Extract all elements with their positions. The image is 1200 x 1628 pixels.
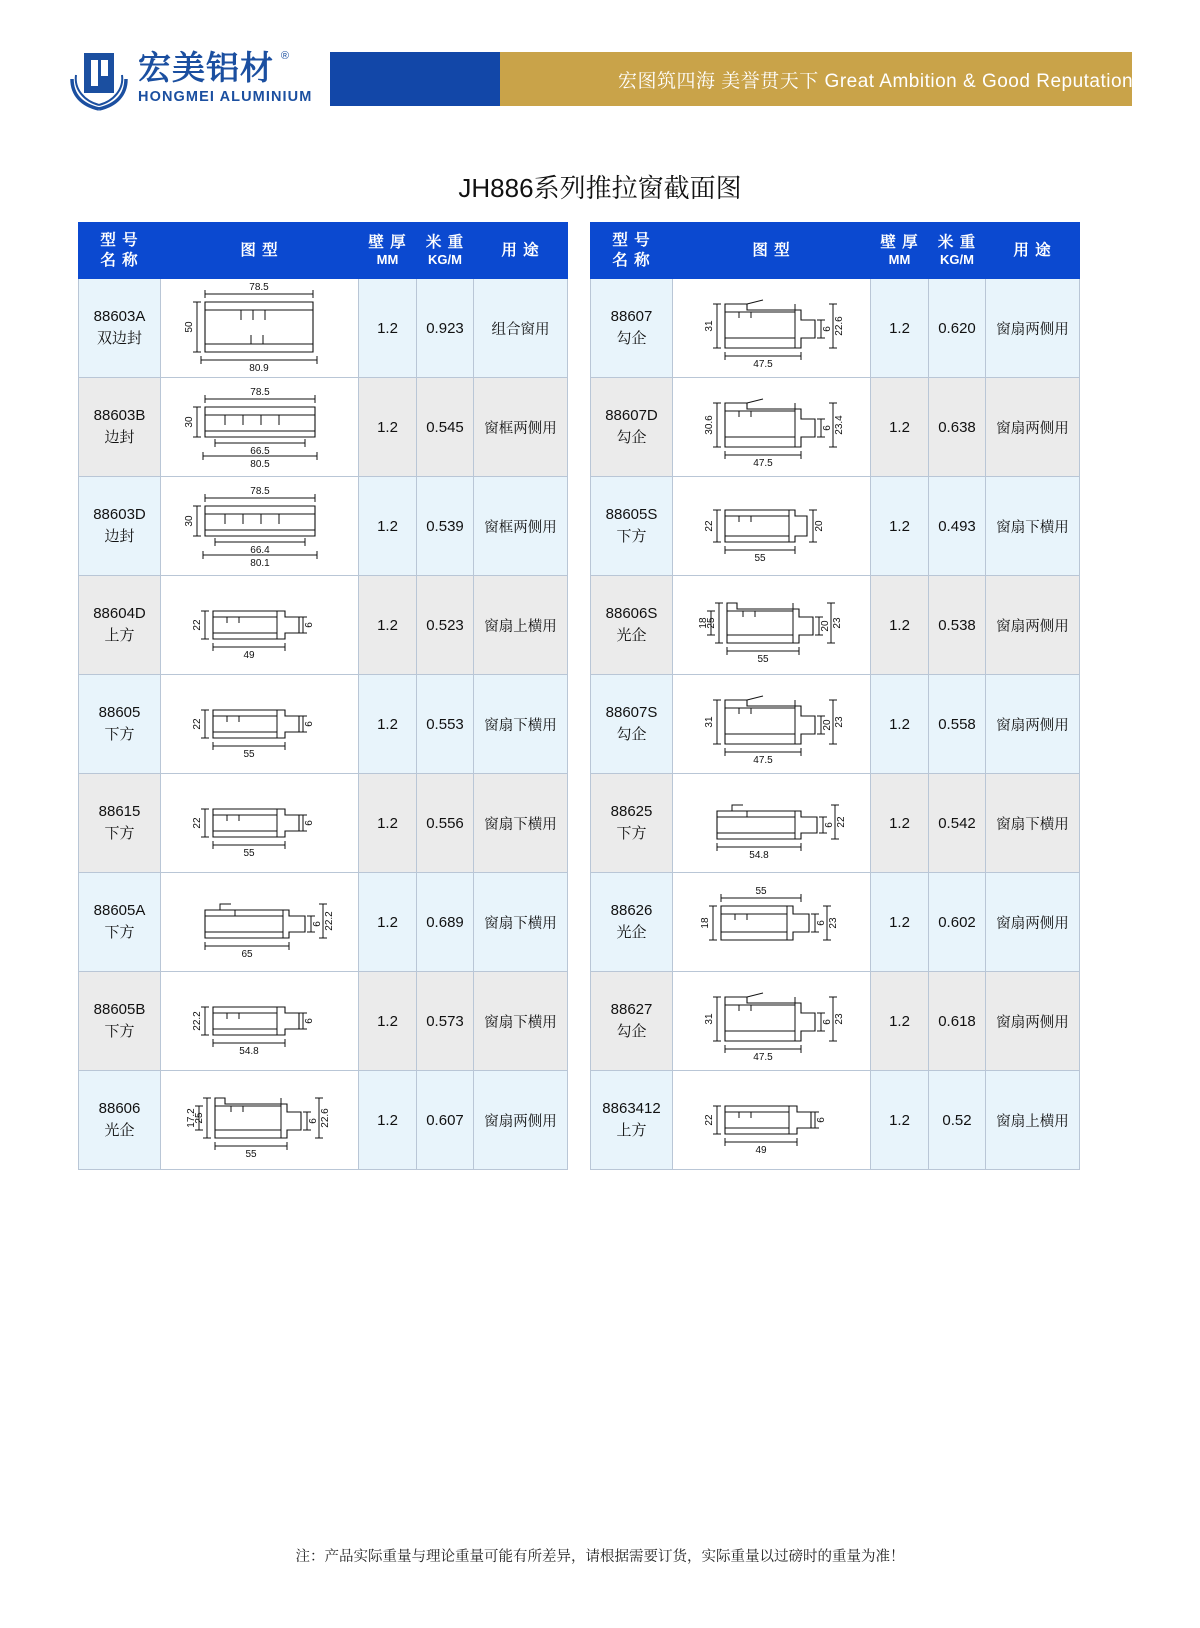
svg-text:78.5: 78.5 [249, 485, 270, 497]
table-row [79, 873, 568, 972]
cell-wall-thickness: 1.2 [871, 279, 929, 378]
svg-text:47.5: 47.5 [752, 457, 773, 469]
svg-text:80.1: 80.1 [249, 557, 270, 569]
cell-profile-figure [673, 972, 871, 1071]
th-use: 用 途 [986, 223, 1080, 279]
cell-profile-figure [161, 972, 359, 1071]
model-code: 88607S [605, 704, 658, 722]
th-name-line1: 型 号 [612, 232, 651, 250]
model-code: 88603D [93, 506, 146, 524]
th-weight-unit: KG/M [940, 252, 974, 268]
model-desc: 勾企 [616, 429, 647, 446]
svg-text:6: 6 [303, 720, 315, 727]
model-desc: 光企 [104, 1122, 135, 1139]
model-code: 88605 [98, 704, 141, 722]
company-logo [68, 45, 312, 111]
cell-wall-thickness: 1.2 [359, 774, 417, 873]
model-desc: 下方 [104, 726, 135, 743]
svg-text:6: 6 [303, 819, 315, 826]
cell-wall-thickness: 1.2 [871, 972, 929, 1071]
model-code: 88605S [605, 506, 658, 524]
cell-weight-per-meter: 0.620 [929, 279, 986, 378]
model-desc: 下方 [616, 528, 647, 545]
svg-text:22.2: 22.2 [191, 1010, 203, 1031]
svg-text:6: 6 [821, 424, 833, 431]
svg-text:22.6: 22.6 [319, 1107, 331, 1128]
cell-profile-figure [673, 1071, 871, 1170]
model-code: 88607D [605, 407, 658, 425]
table-row [591, 378, 1080, 477]
table-body-right [591, 279, 1080, 1170]
model-code: 88625 [610, 803, 653, 821]
logo-cn-label: 宏美铝材 [138, 49, 274, 87]
profile-drawing [161, 973, 358, 1070]
cell-wall-thickness: 1.2 [359, 1071, 417, 1170]
svg-text:31: 31 [703, 319, 715, 332]
cell-usage: 窗框两侧用 [474, 378, 568, 477]
logo-icon [68, 45, 130, 111]
th-wall-unit: MM [888, 252, 911, 268]
profile-drawing [673, 676, 870, 773]
registered-mark: ® [280, 50, 290, 63]
th-name [591, 223, 673, 279]
cell-usage: 窗扇两侧用 [986, 873, 1080, 972]
svg-text:31: 31 [703, 1012, 715, 1025]
cell-model-name [591, 1071, 673, 1170]
th-weight-line1: 米 重 [425, 233, 465, 251]
svg-text:55: 55 [753, 552, 766, 564]
th-name [79, 223, 161, 279]
logo-text-cn [138, 49, 290, 87]
model-desc: 边封 [104, 429, 135, 446]
svg-text:80.9: 80.9 [248, 362, 269, 374]
cell-model-name [591, 873, 673, 972]
model-desc: 下方 [104, 1023, 135, 1040]
model-desc: 光企 [616, 627, 647, 644]
th-name-line2: 名 称 [100, 251, 139, 269]
profile-drawing [673, 280, 870, 377]
th-wall [871, 223, 929, 279]
cell-usage: 窗扇下横用 [986, 774, 1080, 873]
cell-model-name [79, 774, 161, 873]
cell-model-name [79, 675, 161, 774]
svg-text:20: 20 [819, 619, 831, 632]
cell-model-name [591, 774, 673, 873]
model-code: 8863412 [602, 1100, 661, 1118]
th-weight-unit: KG/M [428, 252, 462, 268]
cell-profile-figure [673, 576, 871, 675]
svg-text:22: 22 [703, 519, 715, 532]
cell-weight-per-meter: 0.539 [417, 477, 474, 576]
cell-usage: 窗扇下横用 [474, 873, 568, 972]
table-row [79, 972, 568, 1071]
profile-drawing [673, 577, 870, 674]
svg-text:17.2: 17.2 [185, 1107, 197, 1128]
cell-wall-thickness: 1.2 [871, 378, 929, 477]
svg-text:23: 23 [827, 916, 839, 929]
cell-model-name [591, 378, 673, 477]
svg-text:30: 30 [183, 415, 195, 428]
model-code: 88603B [93, 407, 146, 425]
cell-model-name [591, 279, 673, 378]
table-row [591, 279, 1080, 378]
svg-text:6: 6 [307, 1117, 319, 1124]
th-wall-unit: MM [376, 252, 399, 268]
svg-text:22: 22 [191, 717, 203, 730]
svg-text:30: 30 [183, 514, 195, 527]
cell-usage: 窗扇上横用 [986, 1071, 1080, 1170]
svg-text:31: 31 [703, 715, 715, 728]
model-code: 88605A [93, 902, 146, 920]
table-row [591, 1071, 1080, 1170]
cell-usage: 窗扇两侧用 [474, 1071, 568, 1170]
svg-text:66.5: 66.5 [249, 445, 270, 457]
th-weight [929, 223, 986, 279]
svg-text:47.5: 47.5 [752, 754, 773, 766]
model-code: 88626 [610, 902, 653, 920]
table-row [79, 279, 568, 378]
cell-model-name [591, 972, 673, 1071]
cell-weight-per-meter: 0.523 [417, 576, 474, 675]
profile-drawing [161, 280, 358, 377]
cell-profile-figure [673, 378, 871, 477]
svg-text:22.2: 22.2 [323, 910, 335, 931]
cell-weight-per-meter: 0.923 [417, 279, 474, 378]
svg-text:55: 55 [244, 1148, 257, 1160]
cell-profile-figure [673, 477, 871, 576]
cell-wall-thickness: 1.2 [871, 576, 929, 675]
model-desc: 下方 [616, 825, 647, 842]
model-desc: 勾企 [616, 1023, 647, 1040]
model-desc: 边封 [104, 528, 135, 545]
cell-wall-thickness: 1.2 [871, 477, 929, 576]
svg-text:50: 50 [183, 320, 195, 333]
svg-text:78.5: 78.5 [249, 386, 270, 398]
th-wall [359, 223, 417, 279]
svg-text:25: 25 [705, 616, 717, 629]
model-desc: 上方 [616, 1122, 647, 1139]
svg-text:22: 22 [191, 816, 203, 829]
svg-text:49: 49 [754, 1144, 767, 1156]
cell-weight-per-meter: 0.545 [417, 378, 474, 477]
model-code: 88606S [605, 605, 658, 623]
cell-weight-per-meter: 0.573 [417, 972, 474, 1071]
svg-text:22: 22 [835, 815, 847, 828]
cell-model-name [591, 576, 673, 675]
spec-table-left [78, 222, 568, 1170]
cell-model-name [79, 576, 161, 675]
svg-text:23: 23 [831, 616, 843, 629]
svg-text:23.4: 23.4 [833, 414, 845, 435]
cell-weight-per-meter: 0.618 [929, 972, 986, 1071]
model-code: 88607 [610, 308, 653, 326]
svg-text:66.4: 66.4 [249, 544, 270, 556]
cell-model-name [79, 279, 161, 378]
cell-profile-figure [673, 279, 871, 378]
cell-weight-per-meter: 0.558 [929, 675, 986, 774]
svg-text:22.6: 22.6 [833, 315, 845, 336]
th-name-line1: 型 号 [100, 232, 139, 250]
cell-model-name [79, 378, 161, 477]
table-row [79, 774, 568, 873]
cell-usage: 窗扇两侧用 [986, 972, 1080, 1071]
profile-drawing [673, 1072, 870, 1169]
model-code: 88603A [93, 308, 146, 326]
th-figure: 图 型 [161, 223, 359, 279]
svg-text:65: 65 [240, 948, 253, 960]
cell-profile-figure [161, 378, 359, 477]
cell-weight-per-meter: 0.607 [417, 1071, 474, 1170]
profile-drawing [161, 577, 358, 674]
cell-weight-per-meter: 0.493 [929, 477, 986, 576]
svg-text:49: 49 [242, 649, 255, 661]
profile-drawing [673, 478, 870, 575]
cell-usage: 窗扇两侧用 [986, 279, 1080, 378]
cell-weight-per-meter: 0.542 [929, 774, 986, 873]
svg-text:6: 6 [823, 821, 835, 828]
svg-text:6: 6 [821, 1018, 833, 1025]
svg-text:55: 55 [756, 653, 769, 665]
logo-text-en: HONGMEI ALUMINIUM [138, 88, 313, 105]
cell-wall-thickness: 1.2 [359, 279, 417, 378]
table-row [591, 873, 1080, 972]
model-code: 88605B [93, 1001, 146, 1019]
cell-wall-thickness: 1.2 [359, 378, 417, 477]
svg-text:47.5: 47.5 [752, 358, 773, 370]
svg-text:47.5: 47.5 [752, 1051, 773, 1063]
th-weight [417, 223, 474, 279]
model-desc: 上方 [104, 627, 135, 644]
profile-drawing [161, 775, 358, 872]
th-use: 用 途 [474, 223, 568, 279]
cell-weight-per-meter: 0.538 [929, 576, 986, 675]
svg-text:55: 55 [754, 885, 767, 897]
cell-wall-thickness: 1.2 [359, 675, 417, 774]
cell-usage: 窗扇两侧用 [986, 378, 1080, 477]
model-desc: 下方 [104, 924, 135, 941]
svg-text:22: 22 [703, 1113, 715, 1126]
svg-text:6: 6 [821, 325, 833, 332]
cell-usage: 窗扇下横用 [474, 675, 568, 774]
company-slogan: 宏图筑四海 美誉贯天下 Great Ambition & Good Reputation [618, 70, 1134, 92]
model-desc: 勾企 [616, 726, 647, 743]
model-code: 88627 [610, 1001, 653, 1019]
th-figure: 图 型 [673, 223, 871, 279]
profile-drawing [673, 379, 870, 476]
cell-usage: 窗扇两侧用 [986, 576, 1080, 675]
cell-profile-figure [673, 873, 871, 972]
profile-drawing [161, 676, 358, 773]
table-row [591, 576, 1080, 675]
table-row [591, 477, 1080, 576]
cell-usage: 窗扇两侧用 [986, 675, 1080, 774]
cell-model-name [79, 873, 161, 972]
svg-text:80.5: 80.5 [249, 458, 270, 470]
svg-text:6: 6 [815, 1116, 827, 1123]
cell-wall-thickness: 1.2 [871, 675, 929, 774]
cell-wall-thickness: 1.2 [359, 477, 417, 576]
cell-model-name [79, 477, 161, 576]
svg-text:6: 6 [311, 920, 323, 927]
cell-wall-thickness: 1.2 [359, 576, 417, 675]
cell-usage: 窗框两侧用 [474, 477, 568, 576]
cell-wall-thickness: 1.2 [359, 972, 417, 1071]
table-body-left [79, 279, 568, 1170]
model-desc: 光企 [616, 924, 647, 941]
svg-text:55: 55 [242, 748, 255, 760]
page-title: JH886系列推拉窗截面图 [458, 173, 742, 203]
svg-text:18: 18 [699, 916, 711, 929]
table-header-row [79, 223, 568, 279]
cell-weight-per-meter: 0.602 [929, 873, 986, 972]
cell-model-name [591, 675, 673, 774]
svg-text:23: 23 [833, 715, 845, 728]
cell-usage: 窗扇下横用 [986, 477, 1080, 576]
svg-text:30.6: 30.6 [703, 414, 715, 435]
svg-text:55: 55 [242, 847, 255, 859]
th-wall-line1: 壁 厚 [880, 233, 919, 251]
svg-text:18: 18 [697, 616, 709, 629]
page-header [0, 0, 1200, 140]
cell-wall-thickness: 1.2 [871, 774, 929, 873]
cell-profile-figure [161, 477, 359, 576]
cell-wall-thickness: 1.2 [359, 873, 417, 972]
profile-drawing [161, 1072, 358, 1169]
cell-usage: 组合窗用 [474, 279, 568, 378]
banner-gold-strip [500, 52, 1132, 106]
table-row [79, 576, 568, 675]
svg-text:6: 6 [303, 1017, 315, 1024]
cell-wall-thickness: 1.2 [871, 873, 929, 972]
cell-weight-per-meter: 0.52 [929, 1071, 986, 1170]
model-code: 88604D [93, 605, 146, 623]
footer-note: 注：产品实际重量与理论重量可能有所差异，请根据需要订货，实际重量以过磅时的重量为准！ [295, 1549, 905, 1565]
table-row [591, 675, 1080, 774]
table-row [79, 378, 568, 477]
cell-profile-figure [161, 1071, 359, 1170]
cell-model-name [591, 477, 673, 576]
cell-weight-per-meter: 0.638 [929, 378, 986, 477]
cell-profile-figure [161, 873, 359, 972]
svg-text:22: 22 [191, 618, 203, 631]
svg-text:20: 20 [813, 519, 825, 532]
cell-usage: 窗扇下横用 [474, 774, 568, 873]
cell-profile-figure [161, 774, 359, 873]
cell-profile-figure [161, 576, 359, 675]
cell-wall-thickness: 1.2 [871, 1071, 929, 1170]
profile-drawing [673, 973, 870, 1070]
cell-model-name [79, 972, 161, 1071]
th-name-line2: 名 称 [612, 251, 651, 269]
th-wall-line1: 壁 厚 [368, 233, 407, 251]
model-desc: 勾企 [616, 330, 647, 347]
svg-text:54.8: 54.8 [238, 1045, 259, 1057]
th-weight-line1: 米 重 [937, 233, 977, 251]
svg-text:6: 6 [815, 919, 827, 926]
svg-text:25: 25 [193, 1111, 205, 1124]
table-row [591, 972, 1080, 1071]
profile-drawing [161, 379, 358, 476]
svg-text:6: 6 [303, 621, 315, 628]
table-row [79, 477, 568, 576]
table-header-row [591, 223, 1080, 279]
cell-profile-figure [673, 675, 871, 774]
cell-weight-per-meter: 0.553 [417, 675, 474, 774]
cell-profile-figure [673, 774, 871, 873]
cell-weight-per-meter: 0.689 [417, 873, 474, 972]
profile-drawing [161, 874, 358, 971]
spec-tables [78, 222, 1122, 1170]
svg-text:78.5: 78.5 [248, 281, 269, 293]
cell-weight-per-meter: 0.556 [417, 774, 474, 873]
table-row [591, 774, 1080, 873]
profile-drawing [161, 478, 358, 575]
model-desc: 双边封 [96, 330, 142, 347]
svg-text:20: 20 [821, 718, 833, 731]
model-code: 88615 [98, 803, 141, 821]
cell-profile-figure [161, 279, 359, 378]
spec-table-right [590, 222, 1080, 1170]
svg-text:54.8: 54.8 [748, 849, 769, 861]
table-row [79, 1071, 568, 1170]
model-desc: 下方 [104, 825, 135, 842]
profile-drawing [673, 874, 870, 971]
cell-usage: 窗扇下横用 [474, 972, 568, 1071]
profile-drawing [673, 775, 870, 872]
cell-usage: 窗扇上横用 [474, 576, 568, 675]
cell-profile-figure [161, 675, 359, 774]
table-row [79, 675, 568, 774]
model-code: 88606 [98, 1100, 141, 1118]
cell-model-name [79, 1071, 161, 1170]
svg-text:23: 23 [833, 1012, 845, 1025]
